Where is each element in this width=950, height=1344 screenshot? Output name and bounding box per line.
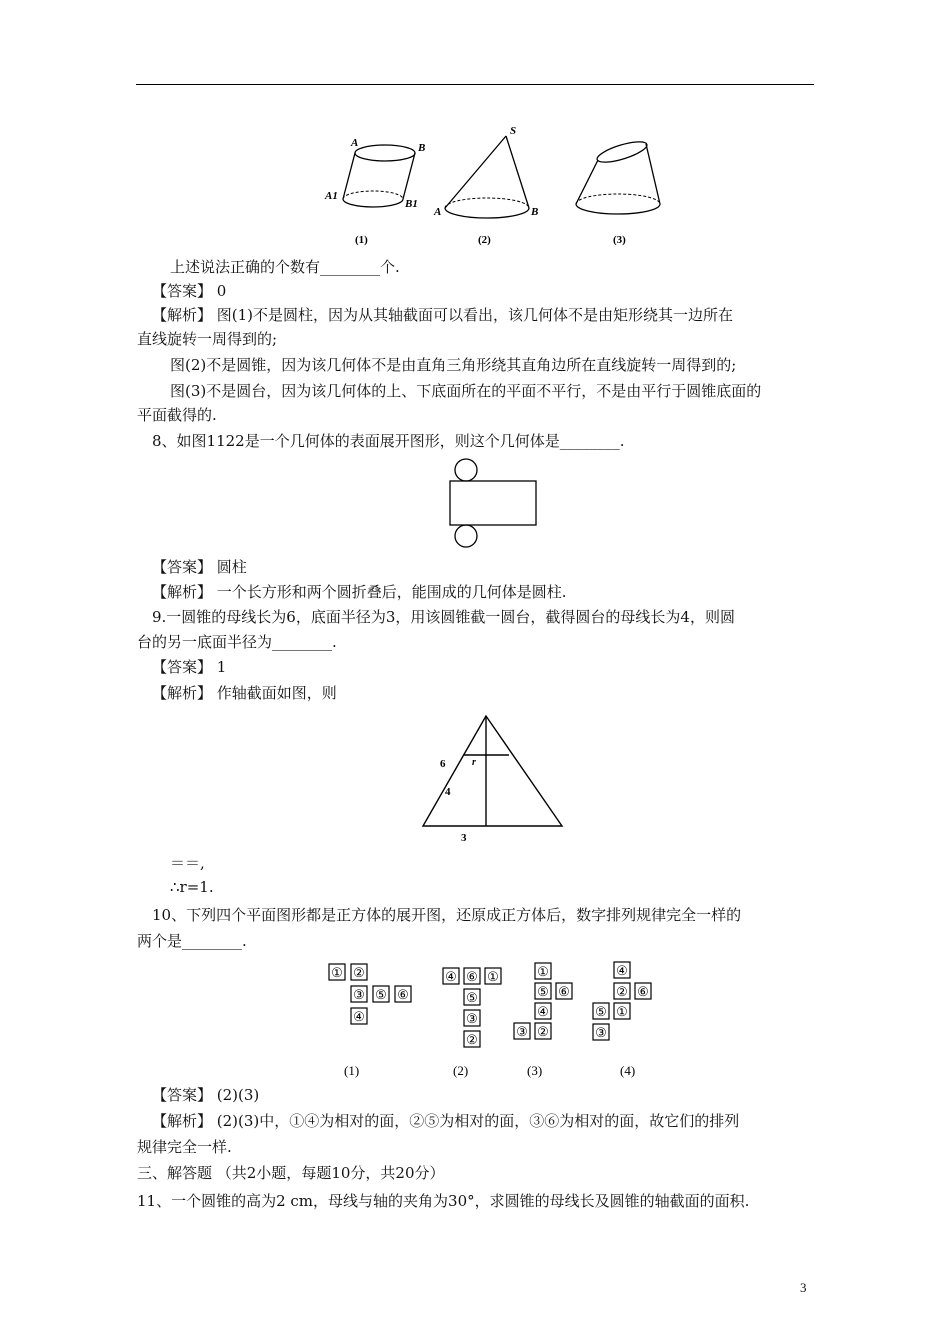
net4-caption: (4) xyxy=(620,1063,636,1078)
net4-cell: ③ xyxy=(595,1025,607,1040)
q8-answer: 【答案】 圆柱 xyxy=(152,558,247,576)
q7-blank-line: 上述说法正确的个数有________个. xyxy=(170,258,400,276)
tri-label-r: r xyxy=(472,757,476,768)
q7-analysis-2: 直线旋转一周得到的; xyxy=(137,330,278,348)
net4-cell: ⑤ xyxy=(595,1004,607,1019)
net3-cell: ⑤ xyxy=(537,984,549,999)
net2-cell: ⑤ xyxy=(466,990,478,1005)
net2-cell: ② xyxy=(466,1032,478,1047)
fig1-label-b: B xyxy=(418,142,426,154)
fig1-label-b1: B1 xyxy=(405,198,418,210)
q10-analysis-1: 【解析】 (2)(3)中，①④为相对的面，②⑤为相对的面，③⑥为相对的面，故它们的排列 xyxy=(152,1112,740,1130)
section-heading: 三、解答题 （共2小题，每题10分，共20分） xyxy=(137,1164,445,1182)
net1-cell: ⑥ xyxy=(397,987,409,1002)
q8-analysis: 【解析】 一个长方形和两个圆折叠后，能围成的几何体是圆柱. xyxy=(152,583,567,601)
q8-question: 8、如图1122是一个几何体的表面展开图形，则这个几何体是________. xyxy=(152,432,625,450)
q10-analysis-2: 规律完全一样. xyxy=(137,1138,232,1156)
q9-analysis: 【解析】 作轴截面如图，则 xyxy=(152,684,337,702)
q7-answer: 【答案】 0 xyxy=(152,282,227,300)
net4-cell: ④ xyxy=(616,963,628,978)
q7-analysis-5: 平面截得的. xyxy=(137,406,217,424)
cube-nets-figure xyxy=(320,956,670,1080)
tri-label-4: 4 xyxy=(445,786,451,798)
tri-label-6: 6 xyxy=(440,758,446,770)
q7-analysis-3: 图(2)不是圆锥，因为该几何体不是由直角三角形绕其直角边所在直线旋转一周得到的; xyxy=(170,356,737,374)
net4-cell: ⑥ xyxy=(637,984,649,999)
q7-analysis-4: 图(3)不是圆台，因为该几何体的上、下底面所在的平面不平行，不是由平行于圆锥底面的 xyxy=(170,382,762,400)
fig1-label-a1: A1 xyxy=(325,190,338,202)
fig2-label-b: B xyxy=(531,206,539,218)
fig2-caption: (2) xyxy=(478,234,491,246)
net1-cell: ③ xyxy=(353,987,365,1002)
net1-caption: (1) xyxy=(344,1063,360,1078)
net3-cell: ① xyxy=(537,964,549,979)
net1-cell: ① xyxy=(331,965,343,980)
fig1-label-a: A xyxy=(351,137,359,149)
net4-cell: ② xyxy=(616,984,628,999)
net1-cell: ⑤ xyxy=(375,987,387,1002)
net2-caption: (2) xyxy=(453,1063,469,1078)
triangle-figure xyxy=(420,710,570,846)
fig1-caption: (1) xyxy=(355,234,368,246)
net2-cell: ④ xyxy=(445,969,457,984)
q9-question-1: 9.一圆锥的母线长为6，底面半径为3，用该圆锥截一圆台，截得圆台的母线长为4，则圆 xyxy=(152,608,735,626)
q11-question: 11、一个圆锥的高为2 cm，母线与轴的夹角为30°，求圆锥的母线长及圆锥的轴截面的面积. xyxy=(137,1192,750,1210)
net3-caption: (3) xyxy=(527,1063,543,1078)
net1-cell: ④ xyxy=(353,1009,365,1024)
net3-cell: ③ xyxy=(516,1024,528,1039)
net2-cell: ⑥ xyxy=(466,969,478,984)
q10-answer: 【答案】 (2)(3) xyxy=(152,1086,260,1104)
q10-question-1: 10、下列四个平面图形都是正方体的展开图，还原成正方体后，数字排列规律完全一样的 xyxy=(152,906,742,924)
solids-figure xyxy=(320,122,670,250)
q10-question-2: 两个是________. xyxy=(137,932,247,950)
q9-result: ∴r=1. xyxy=(170,878,214,896)
net4-cell: ① xyxy=(616,1004,628,1019)
net1-cell: ② xyxy=(353,965,365,980)
q9-equation: ＝＝, xyxy=(170,854,205,872)
header-rule xyxy=(136,84,814,85)
net3-cell: ④ xyxy=(537,1004,549,1019)
net3-cell: ② xyxy=(537,1024,549,1039)
q7-analysis-1: 【解析】 图(1)不是圆柱，因为从其轴截面可以看出，该几何体不是由矩形绕其一边所在 xyxy=(152,306,734,324)
q9-answer: 【答案】 1 xyxy=(152,658,227,676)
net3-cell: ⑥ xyxy=(558,984,570,999)
fig2-label-a: A xyxy=(434,206,442,218)
net2-cell: ① xyxy=(487,969,499,984)
fig3-caption: (3) xyxy=(613,234,626,246)
net2-cell: ③ xyxy=(466,1011,478,1026)
fig2-label-s: S xyxy=(510,125,517,137)
page-number: 3 xyxy=(800,1280,807,1295)
q9-question-2: 台的另一底面半径为________. xyxy=(137,633,337,651)
tri-label-3: 3 xyxy=(461,832,467,844)
cylinder-net-figure xyxy=(446,456,540,552)
